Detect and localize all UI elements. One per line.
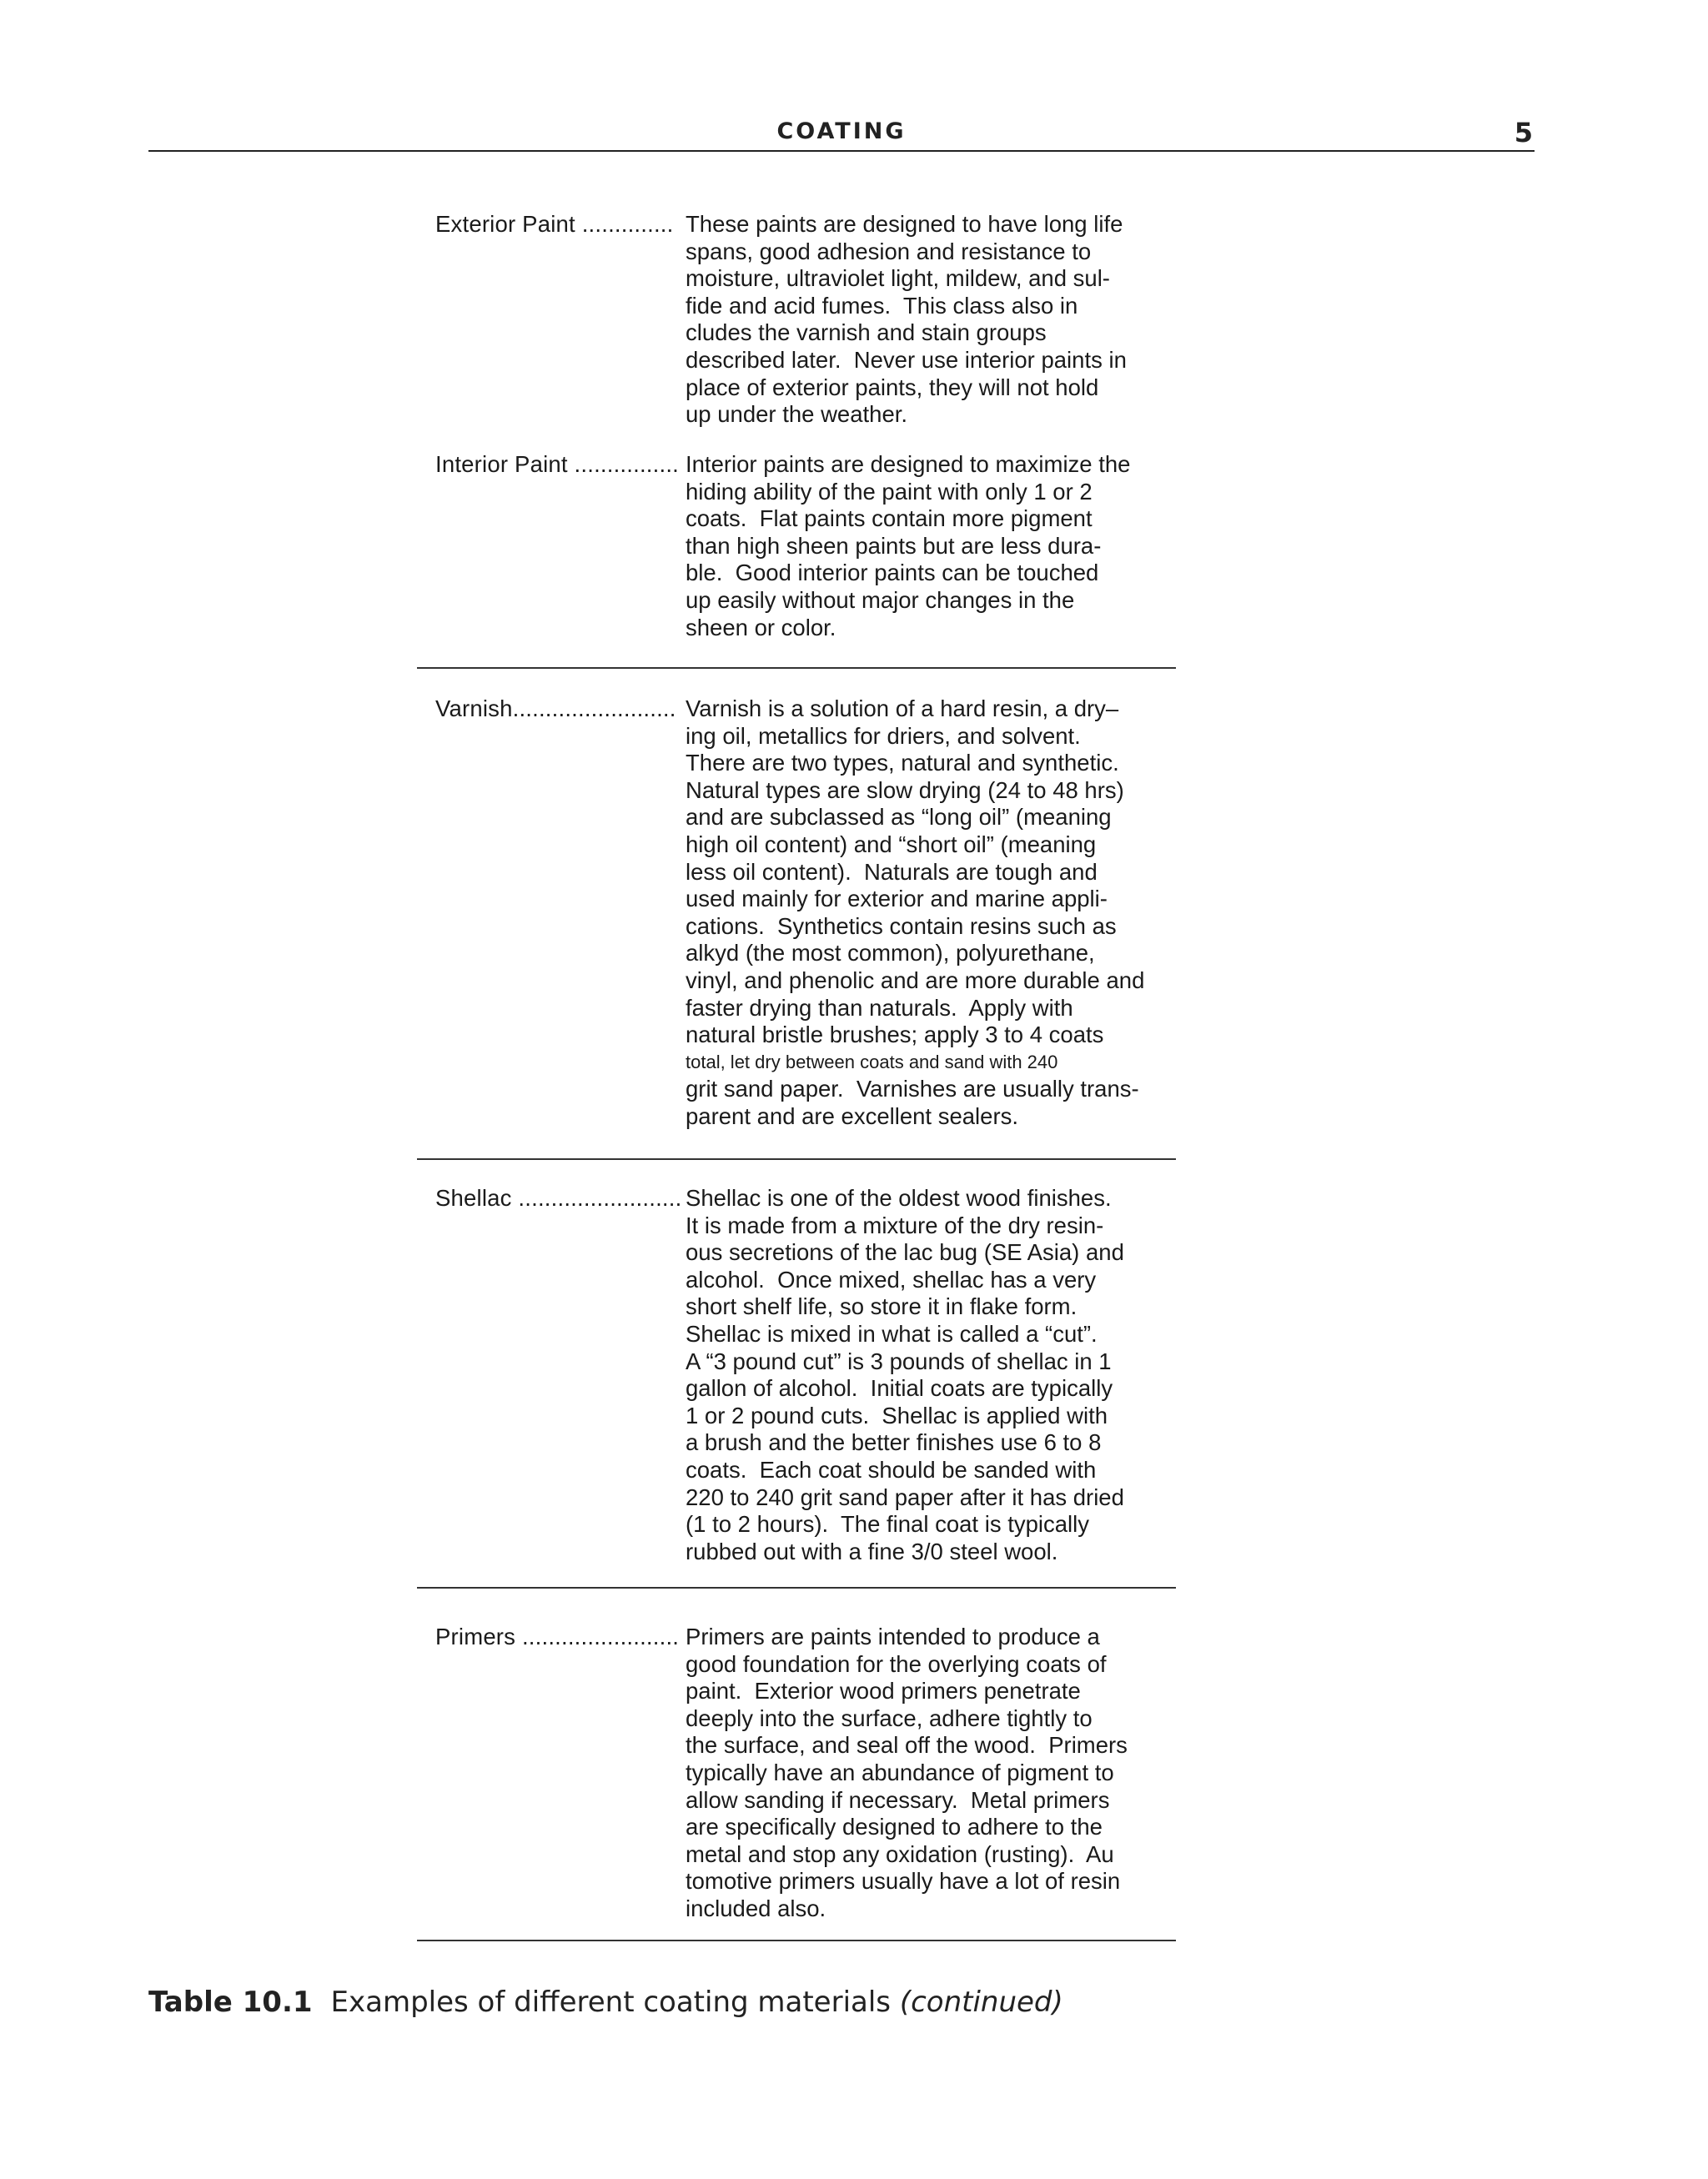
description-line: These paints are designed to have long life — [686, 211, 1123, 237]
description-line: natural bristle brushes; apply 3 to 4 coats — [686, 1022, 1104, 1048]
description-line: (1 to 2 hours). The final coat is typically — [686, 1511, 1090, 1538]
description-line: are specifically designed to adhere to the — [686, 1814, 1103, 1840]
entry-term: Primers ........................ — [435, 1624, 680, 1649]
description-line: hiding ability of the paint with only 1 or 2 — [686, 478, 1093, 505]
running-header-title: COATING — [776, 118, 907, 144]
running-header — [148, 117, 1535, 152]
description-line: deeply into the surface, adhere tightly to — [686, 1705, 1093, 1731]
caption-text: Examples of different coating materials — [330, 1986, 892, 2019]
description-line: less oil content). Naturals are tough and — [686, 858, 1098, 885]
description-line: Primers are paints intended to produce a — [686, 1624, 1100, 1649]
description-line: allow sanding if necessary. Metal primers — [686, 1786, 1110, 1813]
caption-note: (continued) — [899, 1986, 1063, 2019]
description-line: short shelf life, so store it in flake form. — [686, 1293, 1078, 1320]
description-line: moisture, ultraviolet light, mildew, and sul- — [686, 265, 1110, 292]
row-divider — [417, 1587, 1176, 1589]
row-divider — [417, 1940, 1176, 1941]
description-line: than high sheen paints but are less dura- — [686, 532, 1102, 559]
description-line: described later. Never use interior paints in — [686, 346, 1127, 373]
description-line: ous secretions of the lac bug (SE Asia) and — [686, 1239, 1124, 1266]
entry-term: Varnish......................... — [435, 695, 676, 721]
row-divider — [417, 667, 1176, 669]
entry-description — [686, 695, 1186, 1131]
description-line: cations. Synthetics contain resins such as — [686, 912, 1117, 939]
description-line: place of exterior paints, they will not hold — [686, 374, 1099, 400]
entry-description — [686, 1624, 1186, 1923]
description-line: parent and are excellent sealers. — [686, 1102, 1018, 1129]
page-number: 5 — [1514, 117, 1533, 148]
entry-description — [686, 1185, 1186, 1565]
description-line: Shellac is one of the oldest wood finishes. — [686, 1185, 1112, 1211]
description-line: cludes the varnish and stain groups — [686, 319, 1047, 346]
description-line: 220 to 240 grit sand paper after it has dried — [686, 1484, 1124, 1510]
entry-term: Exterior Paint .............. — [435, 211, 674, 237]
description-line: tomotive primers usually have a lot of resin — [686, 1868, 1121, 1895]
entry-term: Interior Paint ................ — [435, 451, 679, 477]
description-line: spans, good adhesion and resistance to — [686, 238, 1092, 264]
description-line: Shellac is mixed in what is called a “cut”. — [686, 1320, 1098, 1347]
description-line: Varnish is a solution of a hard resin, a dry– — [686, 695, 1119, 721]
description-line: included also. — [686, 1895, 826, 1921]
description-line: typically have an abundance of pigment to — [686, 1759, 1114, 1785]
entry-description — [686, 451, 1186, 641]
description-line: up under the weather. — [686, 401, 908, 428]
row-divider — [417, 1158, 1176, 1160]
description-line: alcohol. Once mixed, shellac has a very — [686, 1266, 1097, 1293]
description-line: ing oil, metallics for driers, and solvent. — [686, 722, 1081, 749]
description-line: There are two types, natural and synthetic. — [686, 750, 1119, 776]
description-line: grit sand paper. Varnishes are usually trans- — [686, 1076, 1139, 1102]
description-line: the surface, and seal off the wood. Primers — [686, 1732, 1128, 1759]
description-line: up easily without major changes in the — [686, 586, 1075, 613]
description-line: a brush and the better finishes use 6 to 8 — [686, 1429, 1102, 1456]
description-line: A “3 pound cut” is 3 pounds of shellac in 1 — [686, 1348, 1112, 1374]
description-line: and are subclassed as “long oil” (meaning — [686, 804, 1112, 831]
description-line: metal and stop any oxidation (rusting). Au — [686, 1840, 1114, 1867]
description-line: 1 or 2 pound cuts. Shellac is applied with — [686, 1402, 1108, 1428]
description-line: total, let dry between coats and sand with 240 — [686, 1051, 1058, 1072]
description-line: coats. Each coat should be sanded with — [686, 1456, 1097, 1483]
entry-description — [686, 211, 1186, 429]
description-line: It is made from a mixture of the dry resin- — [686, 1212, 1104, 1238]
entry-term: Shellac ......................... — [435, 1185, 682, 1211]
description-line: alkyd (the most common), polyurethane, — [686, 940, 1095, 966]
description-line: sheen or color. — [686, 614, 836, 640]
description-line: coats. Flat paints contain more pigment — [686, 505, 1093, 532]
description-line: high oil content) and “short oil” (meaning — [686, 831, 1097, 857]
table-caption — [148, 1986, 1063, 2019]
description-line: used mainly for exterior and marine appli- — [686, 886, 1108, 912]
description-line: vinyl, and phenolic and are more durable and — [686, 966, 1145, 993]
description-line: faster drying than naturals. Apply with — [686, 994, 1073, 1021]
description-line: fide and acid fumes. This class also in — [686, 292, 1078, 319]
description-line: good foundation for the overlying coats of — [686, 1650, 1107, 1677]
description-line: Interior paints are designed to maximize the — [686, 451, 1131, 477]
description-line: gallon of alcohol. Initial coats are typically — [686, 1375, 1113, 1402]
description-line: paint. Exterior wood primers penetrate — [686, 1678, 1081, 1705]
caption-label: Table 10.1 — [148, 1986, 313, 2019]
description-line: ble. Good interior paints can be touched — [686, 560, 1099, 586]
description-line: rubbed out with a fine 3/0 steel wool. — [686, 1538, 1058, 1564]
description-line: Natural types are slow drying (24 to 48 hrs) — [686, 776, 1124, 803]
